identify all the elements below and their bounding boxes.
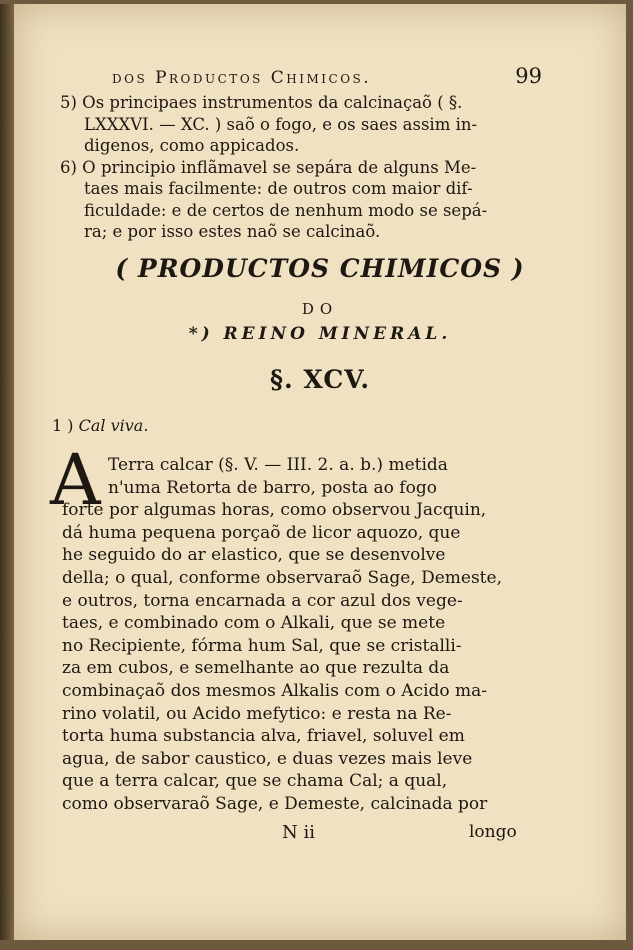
chapter-heading-do: DO	[301, 300, 339, 318]
book-binding	[0, 4, 14, 940]
body-line: torta huma substancia alva, friavel, soluvel em	[62, 726, 465, 747]
subsection-title: Cal viva.	[78, 416, 149, 435]
item-line: ficuldade: e de certos de nenhum modo se sepá-	[84, 200, 488, 220]
item-line: 5) Os principaes instrumentos da calcinaçaõ ( §.	[60, 93, 463, 112]
page-number: 99	[515, 64, 542, 88]
chapter-heading-reino: *) REINO MINERAL.	[188, 324, 452, 344]
item-line: 6) O principio inflãmavel se sepára de alguns Me-	[60, 157, 477, 177]
body-line: que a terra calcar, que se chama Cal; a qual,	[62, 771, 448, 792]
item-line: LXXXVI. — XC. ) saõ o fogo, e os saes assim in-	[84, 114, 478, 134]
chapter-heading: ( PRODUCTOS CHIMICOS )	[115, 254, 525, 283]
body-line: agua, de sabor caustico, e duas vezes mais leve	[62, 748, 473, 769]
body-line: za em cubos, e semelhante ao que rezulta da	[62, 658, 450, 679]
signature-mark: N ii	[282, 822, 315, 843]
numbered-items	[60, 92, 530, 243]
body-line: e outros, torna encarnada a cor azul dos vege-	[62, 590, 463, 611]
body-line: no Recipiente, fórma hum Sal, que se cristalli-	[62, 635, 462, 656]
item-line: digenos, como appicados.	[84, 136, 300, 155]
body-text	[50, 439, 542, 816]
drop-cap: A	[50, 439, 101, 521]
body-line: n'uma Retorta de barro, posta ao fogo	[108, 477, 437, 498]
item-line: taes mais facilmente: de outros com maior dif-	[84, 179, 473, 198]
item-line: ra; e por isso estes naõ se calcinaõ.	[84, 222, 381, 241]
running-title: dos Productos Chimicos.	[112, 68, 372, 88]
body-line: combinaçaõ dos mesmos Alkalis com o Acido ma-	[62, 680, 488, 701]
subsection-heading	[52, 416, 148, 435]
book-page	[14, 4, 626, 940]
body-line: forte por algumas horas, como observou Jacquin,	[62, 500, 487, 521]
subsection-number: 1 )	[52, 416, 74, 435]
body-line: taes, e combinado com o Alkali, que se mete	[62, 613, 446, 634]
body-line: della; o qual, conforme observaraõ Sage, Demeste,	[62, 567, 502, 588]
body-line: he seguido do ar elastico, que se desenvolve	[62, 545, 446, 566]
body-line: rino volatil, ou Acido mefytico: e resta na Re-	[62, 703, 452, 724]
running-header	[112, 64, 542, 88]
catchword: longo	[469, 822, 517, 842]
body-line: Terra calcar (§. V. — III. 2. a. b.) metida	[108, 455, 448, 475]
body-line: dá huma pequena porçaõ de licor aquozo, que	[62, 522, 461, 543]
body-line: como observaraõ Sage, e Demeste, calcinada por	[62, 793, 488, 814]
section-number: §. XCV.	[269, 365, 371, 394]
